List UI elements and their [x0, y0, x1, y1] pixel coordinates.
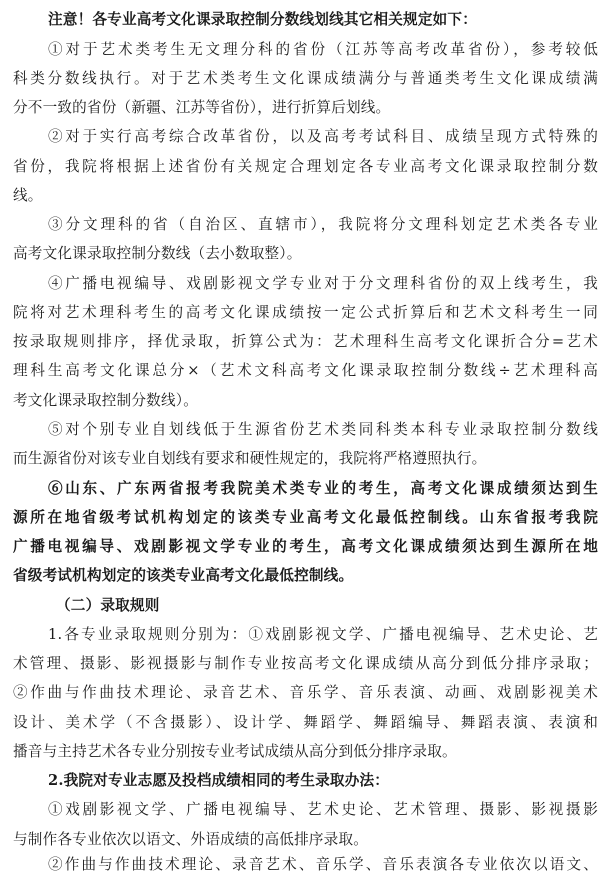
text-line: 考文化课录取控制分数线）。 [13, 392, 199, 409]
text-line: 而生源省份对该专业自划线有要求和硬性规定的，我院将严格遵照执行。 [13, 450, 487, 467]
text-line: 术管理、摄影、影视摄影与制作专业按高考文化课成绩从高分到低分排序录取； [13, 655, 598, 672]
text-line: 分不一致的省份（新疆、江苏等省份），进行折算后划线。 [13, 99, 391, 116]
text-line: 线。 [13, 187, 43, 204]
text-line: 理科生高考文化课总分×（艺术文科高考文化课录取控制分数线÷艺术理科高 [13, 362, 598, 379]
text-line-bold: 省级考试机构划定的该类专业高考文化最低控制线。 [13, 567, 354, 584]
text-line: 1.各专业录取规则分别为：①戏剧影视文学、广播电视编导、艺术史论、艺 [48, 626, 598, 643]
text-line-bold: 广播电视编导、戏剧影视文学专业的考生，高考文化课成绩须达到生源所在地 [13, 538, 598, 555]
text-line: ④广播电视编导、戏剧影视文学专业对于分文理科省份的双上线考生，我 [48, 275, 598, 292]
text-line: 按录取规则排序，择优录取，折算公式为：艺术理科生高考文化课折合分=艺术 [13, 333, 598, 350]
text-line: 科类分数线执行。对于艺术类考生文化课成绩满分与普通类考生文化课成绩满 [13, 70, 598, 87]
text-line: 设计、美术学（不含摄影）、设计学、舞蹈学、舞蹈编导、舞蹈表演、表演和 [13, 714, 598, 731]
text-line: 播音与主持艺术各专业分别按专业考试成绩从高分到低分排序录取。 [13, 743, 457, 760]
text-line: ②作曲与作曲技术理论、录音艺术、音乐学、音乐表演、动画、戏剧影视美术 [13, 684, 598, 701]
text-line: 院将对艺术理科考生的高考文化课成绩按一定公式折算后和艺术文科考生一同 [13, 304, 598, 321]
text-line: ①对于艺术类考生无文理分科的省份（江苏等高考改革省份），参考较低 [48, 41, 598, 58]
text-line: 省份，我院将根据上述省份有关规定合理划定各专业高考文化课录取控制分数 [13, 158, 598, 175]
text-line: ②对于实行高考综合改革省份，以及高考考试科目、成绩呈现方式特殊的 [48, 128, 598, 145]
section-heading: （二）录取规则 [56, 597, 160, 614]
subsection-heading: 2.我院对专业志愿及投档成绩相同的考生录取办法： [48, 772, 390, 789]
notice-heading: 注意！各专业高考文化课录取控制分数线划线其它相关规定如下： [48, 11, 478, 28]
text-line: 与制作各专业依次以语文、外语成绩的高低排序录取。 [13, 831, 369, 848]
text-line: ①戏剧影视文学、广播电视编导、艺术史论、艺术管理、摄影、影视摄影 [48, 801, 598, 818]
text-line: ②作曲与作曲技术理论、录音艺术、音乐学、音乐表演各专业依次以语文、 [48, 856, 598, 873]
text-line: ⑤对个别专业自划线低于生源省份艺术类同科类本科专业录取控制分数线 [48, 421, 598, 438]
text-line: 高考文化课录取控制分数线（去小数取整）。 [13, 245, 302, 262]
text-line-bold: 源所在地省级考试机构划定的该类专业高考文化最低控制线。山东省报考我院 [13, 509, 598, 526]
text-line-bold: ⑥山东、广东两省报考我院美术类专业的考生，高考文化课成绩须达到生 [48, 480, 598, 497]
text-line: ③分文理科的省（自治区、直辖市），我院将分文理科划定艺术类各专业 [48, 216, 598, 233]
